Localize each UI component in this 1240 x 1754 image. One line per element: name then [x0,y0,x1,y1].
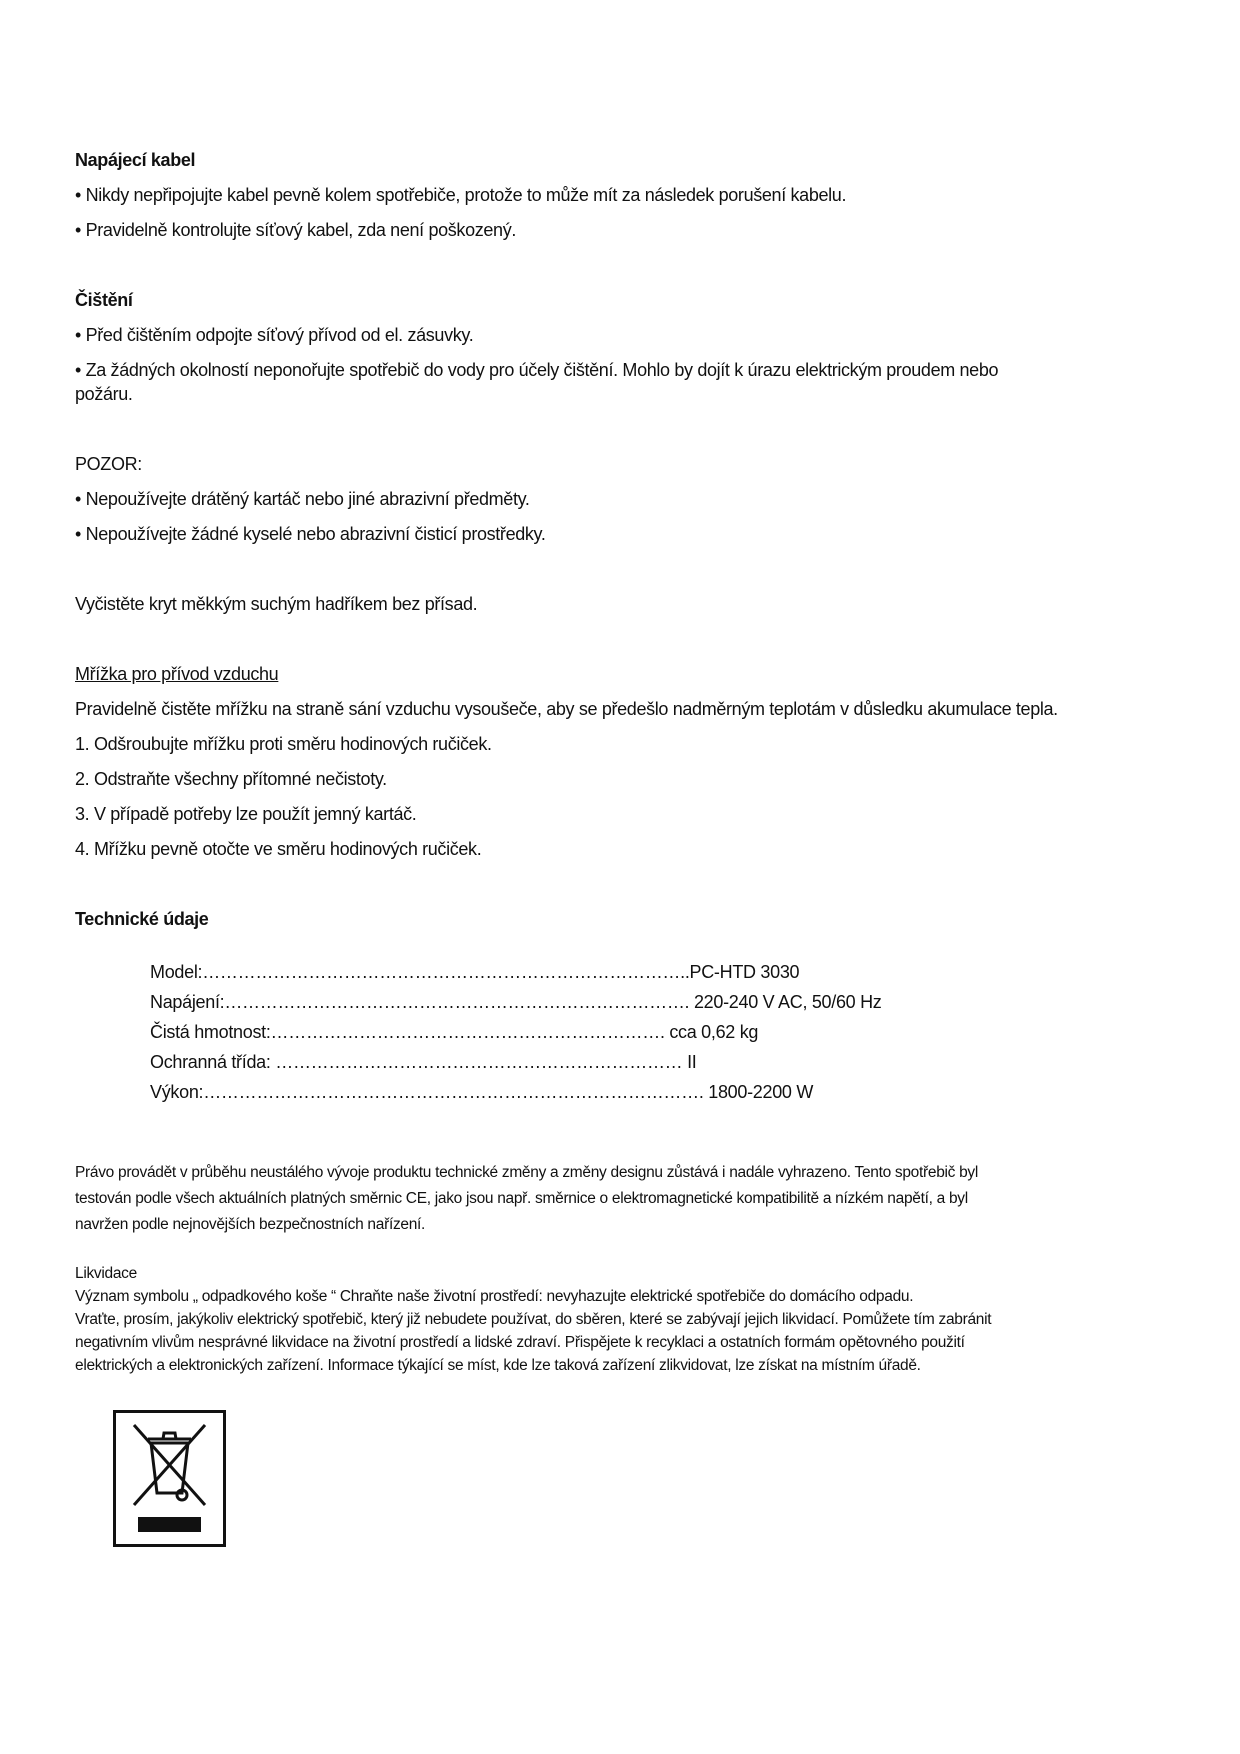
list-item-continued: požáru. [75,384,133,404]
list-item: • Nepoužívejte žádné kyselé nebo abrazivní čisticí prostředky. [75,524,546,544]
spec-label: Ochranná třída: …………………………………………………………… [150,1052,683,1072]
warning-heading: POZOR: [75,454,142,474]
list-item: • Nikdy nepřipojujte kabel pevně kolem spotřebiče, protože to může mít za následek porušení kabelu. [75,185,847,205]
spec-row [150,991,1110,1013]
power-cable-heading: Napájecí kabel [75,150,196,170]
spec-row [150,1081,1110,1103]
specs-heading: Technické údaje [75,909,209,929]
spec-value: II [687,1052,697,1072]
spec-row [150,1021,1110,1043]
step-item: 3. V případě potřeby lze použít jemný kartáč. [75,804,417,824]
grille-intro: Pravidelně čistěte mřížku na straně sání vzduchu vysoušeče, aby se předešlo nadměrným teplotám v důsledku akumulace tepla. [75,699,1058,719]
spec-value: 220-240 V AC, 50/60 Hz [693,992,882,1012]
notice-line: Právo provádět v průběhu neustálého vývoje produktu technické změny a změny designu zůstává i nadále vyhrazeno. Tento spotřebič byl [75,1164,979,1181]
spec-label: Výkon:…………………………………………………………………………. [150,1082,704,1102]
list-item: • Pravidelně kontrolujte síťový kabel, zda není poškozený. [75,220,517,240]
spec-value: cca 0,62 kg [669,1022,759,1042]
list-item: • Před čištěním odpojte síťový přívod od el. zásuvky. [75,325,474,345]
cleaning-heading: Čištění [75,290,133,310]
disposal-line: Význam symbolu „ odpadkového koše “ Chraňte naše životní prostředí: nevyhazujte elektrické spotřebiče do domácího odpadu. [75,1288,914,1305]
grille-heading: Mřížka pro přívod vzduchu [75,664,279,684]
spec-value: 1800-2200 W [708,1082,814,1102]
spec-label: Čistá hmotnost:…………………………………………………………. [150,1022,665,1042]
spec-row [150,1051,1110,1073]
step-item: 2. Odstraňte všechny přítomné nečistoty. [75,769,387,789]
notice-line: testován podle všech aktuálních platných směrnic CE, jako jsou např. směrnice o elektromagnetické kompatibilitě a nízkém napětí, a byl [75,1190,968,1207]
spec-row [150,961,1110,983]
disposal-heading: Likvidace [75,1265,137,1282]
disposal-line: negativním vlivům nesprávné likvidace na životní prostředí a lidské zdraví. Přispějete k recyklaci a ostatních formám opětovného použití [75,1334,965,1351]
crossed-out-bin-icon [113,1410,226,1547]
list-item: • Za žádných okolností neponořujte spotřebič do vody pro účely čištění. Mohlo by dojít k úrazu elektrickým proudem nebo [75,360,999,380]
spec-value: PC-HTD 3030 [689,962,800,982]
disposal-line: elektrických a elektronických zařízení. Informace týkající se míst, kde lze taková zařízení zlikvidovat, lze získat na místním úřadě. [75,1357,921,1374]
step-item: 1. Odšroubujte mřížku proti směru hodinových ručiček. [75,734,492,754]
spec-label: Model:……………………………………………………………………….. [150,962,690,982]
housing-text: Vyčistěte kryt měkkým suchým hadříkem bez přísad. [75,594,478,614]
disposal-line: Vraťte, prosím, jakýkoliv elektrický spotřebič, který již nebudete používat, do sběren, které se zabývají jejich likvidací. Pomůžete tím zabránit [75,1311,992,1328]
spec-label: Napájení:……………………………………………………………………. [150,992,690,1012]
notice-line: navržen podle nejnovějších bezpečnostních nařízení. [75,1216,426,1233]
step-item: 4. Mřížku pevně otočte ve směru hodinových ručiček. [75,839,482,859]
list-item: • Nepoužívejte drátěný kartáč nebo jiné abrazivní předměty. [75,489,530,509]
specs-table [75,961,1110,1103]
